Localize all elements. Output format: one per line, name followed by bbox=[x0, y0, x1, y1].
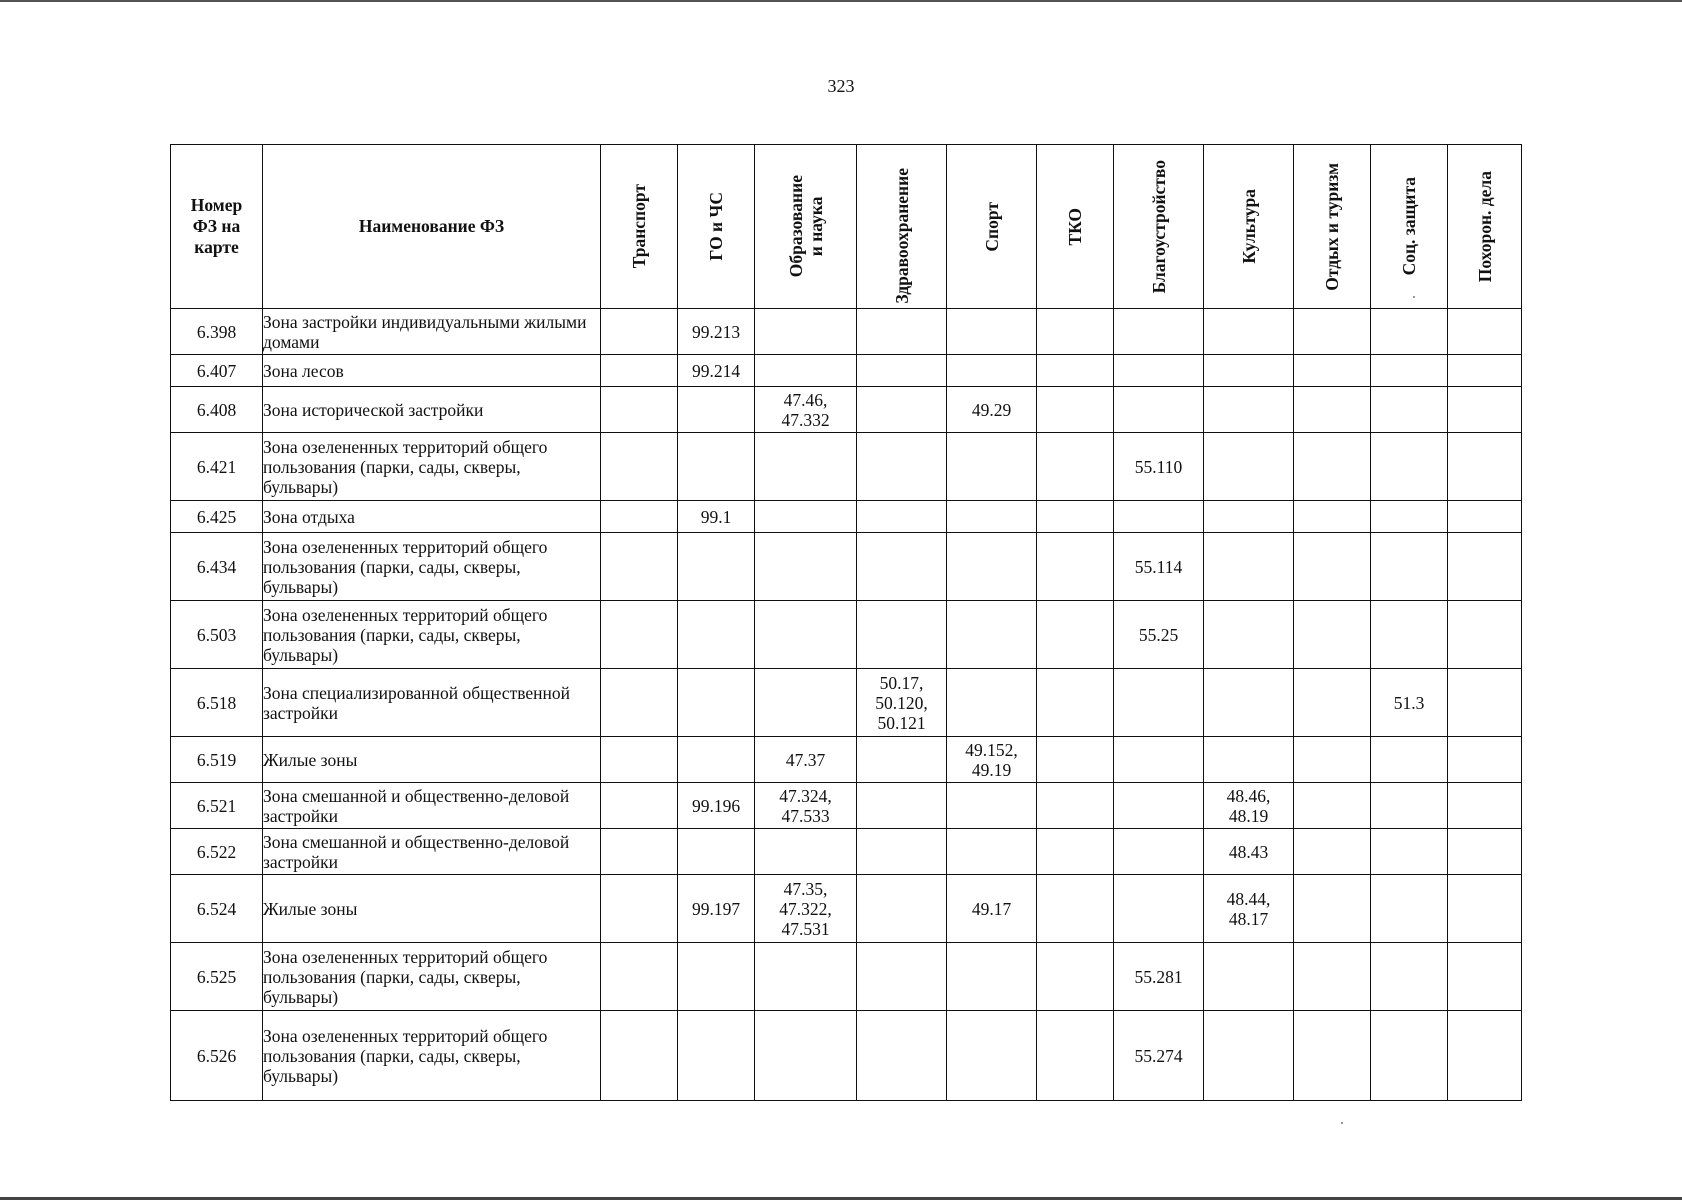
zone-name: Зона озелененных территорий общего пользования (парки, сады, скверы, бульвары) bbox=[263, 943, 601, 1011]
zone-value-cell bbox=[1448, 309, 1522, 355]
zone-value-cell bbox=[947, 433, 1037, 501]
zone-value-cell: 51.3 bbox=[1371, 669, 1448, 737]
table-row bbox=[171, 501, 1522, 533]
zone-name: Зона смешанной и общественно-деловой застройки bbox=[263, 829, 601, 875]
zone-value-cell bbox=[1448, 433, 1522, 501]
zone-value-cell bbox=[857, 875, 947, 943]
zone-number: 6.425 bbox=[171, 501, 263, 533]
zone-name: Зона озелененных территорий общего пользования (парки, сады, скверы, бульвары) bbox=[263, 1011, 601, 1101]
zone-value-cell bbox=[755, 501, 857, 533]
zone-value-cell bbox=[857, 829, 947, 875]
zone-value-cell bbox=[601, 737, 678, 783]
zone-value-cell bbox=[857, 501, 947, 533]
zone-name: Зона смешанной и общественно-деловой застройки bbox=[263, 783, 601, 829]
zone-name: Зона специализированной общественной застройки bbox=[263, 669, 601, 737]
zone-value-cell bbox=[678, 669, 755, 737]
zone-value-cell bbox=[1448, 669, 1522, 737]
zone-value-cell bbox=[857, 533, 947, 601]
zone-number: 6.524 bbox=[171, 875, 263, 943]
zone-value-cell bbox=[755, 829, 857, 875]
zone-value-cell bbox=[1371, 601, 1448, 669]
zone-value-cell bbox=[601, 943, 678, 1011]
table-row bbox=[171, 943, 1522, 1011]
zone-name: Жилые зоны bbox=[263, 737, 601, 783]
zone-value-cell bbox=[601, 875, 678, 943]
zone-value-cell bbox=[1294, 829, 1371, 875]
zone-value-cell bbox=[755, 533, 857, 601]
zone-value-cell bbox=[857, 387, 947, 433]
zone-value-cell bbox=[601, 501, 678, 533]
zone-value-cell bbox=[857, 1011, 947, 1101]
zone-value-cell bbox=[601, 309, 678, 355]
zone-value-cell bbox=[1037, 669, 1114, 737]
zone-value-cell bbox=[601, 783, 678, 829]
zone-value-cell bbox=[755, 309, 857, 355]
zone-value-cell: 99.1 bbox=[678, 501, 755, 533]
zone-value-cell bbox=[601, 669, 678, 737]
zone-value-cell bbox=[755, 355, 857, 387]
zone-value-cell bbox=[1114, 875, 1204, 943]
zone-number: 6.408 bbox=[171, 387, 263, 433]
zone-number: 6.503 bbox=[171, 601, 263, 669]
zone-value-cell: 99.214 bbox=[678, 355, 755, 387]
zone-value-cell bbox=[755, 943, 857, 1011]
zone-value-cell bbox=[1037, 309, 1114, 355]
zone-value-cell bbox=[1294, 875, 1371, 943]
zone-value-cell bbox=[1294, 943, 1371, 1011]
zone-value-cell bbox=[947, 669, 1037, 737]
zone-value-cell bbox=[1448, 829, 1522, 875]
zone-value-cell bbox=[1294, 601, 1371, 669]
zone-value-cell bbox=[1037, 601, 1114, 669]
table-row bbox=[171, 669, 1522, 737]
zone-value-cell bbox=[1448, 783, 1522, 829]
table-row bbox=[171, 783, 1522, 829]
zone-value-cell: 55.25 bbox=[1114, 601, 1204, 669]
header-row bbox=[171, 145, 1522, 309]
zone-value-cell bbox=[1204, 387, 1294, 433]
zone-value-cell bbox=[755, 433, 857, 501]
zone-value-cell bbox=[1114, 783, 1204, 829]
zone-value-cell bbox=[1204, 309, 1294, 355]
header-name bbox=[263, 145, 601, 309]
zone-name: Зона озелененных территорий общего пользования (парки, сады, скверы, бульвары) bbox=[263, 601, 601, 669]
header-healthcare-label: Здравоохранение bbox=[891, 168, 912, 304]
zone-value-cell bbox=[601, 433, 678, 501]
zone-number: 6.421 bbox=[171, 433, 263, 501]
zone-value-cell bbox=[1294, 1011, 1371, 1101]
zone-value-cell bbox=[1371, 875, 1448, 943]
zone-value-cell bbox=[1371, 737, 1448, 783]
header-go-chs-label: ГО и ЧС bbox=[706, 192, 726, 261]
zone-value-cell: 49.29 bbox=[947, 387, 1037, 433]
zone-value-cell bbox=[1294, 309, 1371, 355]
zone-value-cell bbox=[1371, 1011, 1448, 1101]
zone-value-cell bbox=[857, 433, 947, 501]
header-education bbox=[755, 145, 857, 309]
zone-value-cell bbox=[1204, 533, 1294, 601]
zone-value-cell: 99.197 bbox=[678, 875, 755, 943]
zone-value-cell bbox=[857, 783, 947, 829]
zone-value-cell bbox=[1371, 309, 1448, 355]
scan-speck bbox=[1413, 296, 1415, 298]
zone-value-cell bbox=[1204, 355, 1294, 387]
zone-number: 6.434 bbox=[171, 533, 263, 601]
zone-value-cell bbox=[947, 501, 1037, 533]
zone-value-cell bbox=[857, 943, 947, 1011]
zone-value-cell bbox=[947, 1011, 1037, 1101]
zone-value-cell bbox=[1294, 783, 1371, 829]
zone-value-cell bbox=[1371, 433, 1448, 501]
header-recreation-label: Отдых и туризм bbox=[1322, 162, 1342, 291]
zone-value-cell bbox=[1294, 737, 1371, 783]
zone-number: 6.521 bbox=[171, 783, 263, 829]
zone-number: 6.525 bbox=[171, 943, 263, 1011]
header-culture bbox=[1204, 145, 1294, 309]
header-sport-label: Спорт bbox=[981, 201, 1002, 252]
zone-value-cell bbox=[1037, 737, 1114, 783]
zone-name: Зона застройки индивидуальными жилыми домами bbox=[263, 309, 601, 355]
zone-name: Зона исторической застройки bbox=[263, 387, 601, 433]
zone-value-cell bbox=[1114, 829, 1204, 875]
header-funeral-label: Похорон. дела bbox=[1474, 170, 1495, 283]
zone-value-cell bbox=[857, 309, 947, 355]
top-scan-edge bbox=[0, 0, 1682, 2]
zone-value-cell bbox=[678, 387, 755, 433]
table-row bbox=[171, 601, 1522, 669]
zone-value-cell bbox=[1371, 387, 1448, 433]
zone-value-cell bbox=[1204, 601, 1294, 669]
header-improvement-label: Благоустройство bbox=[1148, 159, 1169, 294]
zone-value-cell bbox=[601, 1011, 678, 1101]
zone-name: Зона озелененных территорий общего пользования (парки, сады, скверы, бульвары) bbox=[263, 533, 601, 601]
zone-value-cell bbox=[1371, 943, 1448, 1011]
zone-value-cell: 48.44, 48.17 bbox=[1204, 875, 1294, 943]
zone-value-cell: 55.110 bbox=[1114, 433, 1204, 501]
zone-value-cell bbox=[947, 829, 1037, 875]
zone-value-cell bbox=[1371, 783, 1448, 829]
zone-value-cell bbox=[857, 601, 947, 669]
zone-value-cell bbox=[1448, 387, 1522, 433]
zone-value-cell bbox=[755, 669, 857, 737]
header-go-chs bbox=[678, 145, 755, 309]
zone-value-cell bbox=[1448, 501, 1522, 533]
header-tko-label: ТКО bbox=[1065, 207, 1085, 246]
zone-value-cell bbox=[1204, 433, 1294, 501]
zone-value-cell bbox=[1037, 1011, 1114, 1101]
zone-value-cell bbox=[1037, 501, 1114, 533]
zone-value-cell bbox=[1294, 501, 1371, 533]
table-row bbox=[171, 829, 1522, 875]
zone-value-cell bbox=[1448, 533, 1522, 601]
zone-value-cell: 47.46, 47.332 bbox=[755, 387, 857, 433]
zone-value-cell bbox=[1204, 1011, 1294, 1101]
zone-value-cell bbox=[857, 737, 947, 783]
zone-value-cell bbox=[1037, 533, 1114, 601]
header-social-label: Соц. защита bbox=[1399, 177, 1419, 276]
header-education-label: Образование и наука bbox=[785, 175, 826, 278]
zone-value-cell bbox=[1114, 669, 1204, 737]
zone-value-cell bbox=[1037, 783, 1114, 829]
zone-value-cell bbox=[601, 829, 678, 875]
zone-number: 6.398 bbox=[171, 309, 263, 355]
header-social bbox=[1371, 145, 1448, 309]
zone-value-cell bbox=[947, 533, 1037, 601]
zone-value-cell bbox=[1204, 737, 1294, 783]
zone-value-cell: 55.114 bbox=[1114, 533, 1204, 601]
zone-value-cell: 47.324, 47.533 bbox=[755, 783, 857, 829]
zone-value-cell bbox=[678, 533, 755, 601]
zone-value-cell: 55.274 bbox=[1114, 1011, 1204, 1101]
header-number bbox=[171, 145, 263, 309]
zone-name: Жилые зоны bbox=[263, 875, 601, 943]
zone-value-cell bbox=[1037, 355, 1114, 387]
header-number-label: Номер ФЗ на карте bbox=[190, 195, 243, 257]
zone-value-cell bbox=[601, 533, 678, 601]
header-healthcare bbox=[857, 145, 947, 309]
page-number: 323 bbox=[827, 76, 855, 96]
zone-value-cell bbox=[1448, 601, 1522, 669]
zone-value-cell bbox=[1204, 669, 1294, 737]
zone-value-cell bbox=[755, 601, 857, 669]
zone-number: 6.407 bbox=[171, 355, 263, 387]
zone-value-cell bbox=[947, 943, 1037, 1011]
zone-value-cell bbox=[1037, 875, 1114, 943]
header-sport bbox=[947, 145, 1037, 309]
table-row bbox=[171, 433, 1522, 501]
table-body bbox=[171, 309, 1522, 1101]
zone-value-cell bbox=[678, 433, 755, 501]
zone-value-cell: 47.37 bbox=[755, 737, 857, 783]
zone-value-cell: 50.17, 50.120, 50.121 bbox=[857, 669, 947, 737]
zone-value-cell bbox=[1037, 433, 1114, 501]
header-transport bbox=[601, 145, 678, 309]
header-culture-label: Культура bbox=[1238, 189, 1259, 264]
table-row bbox=[171, 387, 1522, 433]
zone-value-cell bbox=[1371, 533, 1448, 601]
zone-value-cell: 48.46, 48.19 bbox=[1204, 783, 1294, 829]
zone-value-cell bbox=[755, 1011, 857, 1101]
zone-value-cell bbox=[1448, 737, 1522, 783]
table-row bbox=[171, 737, 1522, 783]
zone-value-cell bbox=[947, 309, 1037, 355]
zone-value-cell bbox=[1448, 875, 1522, 943]
zone-number: 6.526 bbox=[171, 1011, 263, 1101]
table-row bbox=[171, 309, 1522, 355]
zone-value-cell bbox=[678, 943, 755, 1011]
zone-value-cell bbox=[1294, 433, 1371, 501]
zone-value-cell bbox=[947, 601, 1037, 669]
zone-value-cell bbox=[947, 783, 1037, 829]
zone-value-cell bbox=[1294, 387, 1371, 433]
zone-number: 6.519 bbox=[171, 737, 263, 783]
zone-value-cell bbox=[1114, 737, 1204, 783]
zone-value-cell bbox=[1204, 943, 1294, 1011]
header-recreation bbox=[1294, 145, 1371, 309]
zone-value-cell bbox=[1037, 943, 1114, 1011]
zone-value-cell bbox=[601, 387, 678, 433]
header-funeral bbox=[1448, 145, 1522, 309]
scan-speck bbox=[1341, 1122, 1343, 1124]
zone-value-cell bbox=[1294, 669, 1371, 737]
zone-value-cell bbox=[601, 601, 678, 669]
zone-value-cell bbox=[1294, 355, 1371, 387]
zone-name: Зона озелененных территорий общего пользования (парки, сады, скверы, бульвары) bbox=[263, 433, 601, 501]
header-improvement bbox=[1114, 145, 1204, 309]
zone-value-cell: 49.17 bbox=[947, 875, 1037, 943]
zone-value-cell bbox=[678, 737, 755, 783]
zone-value-cell bbox=[1371, 355, 1448, 387]
table-row bbox=[171, 533, 1522, 601]
table-row bbox=[171, 875, 1522, 943]
table-row bbox=[171, 355, 1522, 387]
header-tko bbox=[1037, 145, 1114, 309]
zone-value-cell bbox=[1037, 387, 1114, 433]
zone-value-cell bbox=[947, 355, 1037, 387]
zone-value-cell bbox=[1114, 309, 1204, 355]
zone-value-cell bbox=[678, 1011, 755, 1101]
zone-value-cell: 99.196 bbox=[678, 783, 755, 829]
header-name-label: Наименование ФЗ bbox=[358, 216, 505, 236]
zone-value-cell bbox=[678, 829, 755, 875]
zone-value-cell bbox=[857, 355, 947, 387]
zone-number: 6.518 bbox=[171, 669, 263, 737]
zone-value-cell bbox=[1448, 1011, 1522, 1101]
zone-name: Зона отдыха bbox=[263, 501, 601, 533]
zone-value-cell bbox=[1204, 501, 1294, 533]
zone-value-cell: 99.213 bbox=[678, 309, 755, 355]
zone-value-cell bbox=[1114, 501, 1204, 533]
zone-value-cell bbox=[1114, 387, 1204, 433]
zone-value-cell bbox=[1294, 533, 1371, 601]
zones-table bbox=[170, 144, 1522, 1101]
zone-value-cell bbox=[1037, 829, 1114, 875]
zone-value-cell bbox=[1448, 943, 1522, 1011]
zone-value-cell: 55.281 bbox=[1114, 943, 1204, 1011]
zone-value-cell bbox=[601, 355, 678, 387]
zone-value-cell bbox=[1448, 355, 1522, 387]
zone-value-cell: 47.35, 47.322, 47.531 bbox=[755, 875, 857, 943]
zone-name: Зона лесов bbox=[263, 355, 601, 387]
zone-number: 6.522 bbox=[171, 829, 263, 875]
zone-value-cell: 49.152, 49.19 bbox=[947, 737, 1037, 783]
zone-value-cell bbox=[1371, 501, 1448, 533]
zone-value-cell bbox=[1371, 829, 1448, 875]
zone-value-cell: 48.43 bbox=[1204, 829, 1294, 875]
header-transport-label: Транспорт bbox=[629, 184, 649, 269]
zone-value-cell bbox=[678, 601, 755, 669]
table-row bbox=[171, 1011, 1522, 1101]
zone-value-cell bbox=[1114, 355, 1204, 387]
